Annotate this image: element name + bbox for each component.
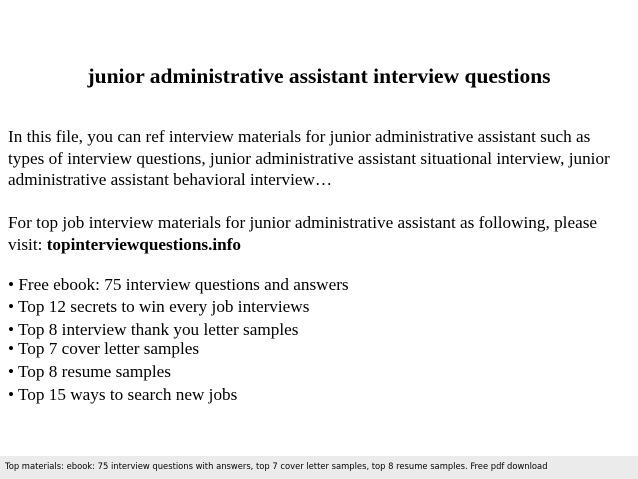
intro-paragraph: In this file, you can ref interview materials for junior administrative assistant such as types of interview questions, junior administrative assistant situational interview, junior administrative assistant behavioral interview… — [8, 127, 610, 189]
website-link[interactable]: topinterviewquestions.info — [46, 234, 242, 254]
list-item: • Top 7 cover letter samples — [8, 339, 200, 358]
resources-prefix: For top job interview materials for junior administrative assistant as following, please visit: — [8, 213, 598, 254]
list-item: • Top 8 interview thank you letter samples — [8, 320, 299, 339]
list-item: • Free ebook: 75 interview questions and answers — [8, 275, 349, 294]
list-item: • Top 15 ways to search new jobs — [8, 385, 238, 404]
list-item: • Top 12 secrets to win every job interviews — [8, 297, 310, 316]
footer-bar — [0, 456, 638, 479]
footer-text: Top materials: ebook: 75 interview questions with answers, top 7 cover letter samples, top 8 resume samples. Free pdf download — [5, 461, 548, 471]
resources-paragraph — [8, 212, 630, 255]
list-item: • Top 8 resume samples — [8, 362, 171, 381]
page-title: junior administrative assistant interview questions — [87, 64, 551, 88]
